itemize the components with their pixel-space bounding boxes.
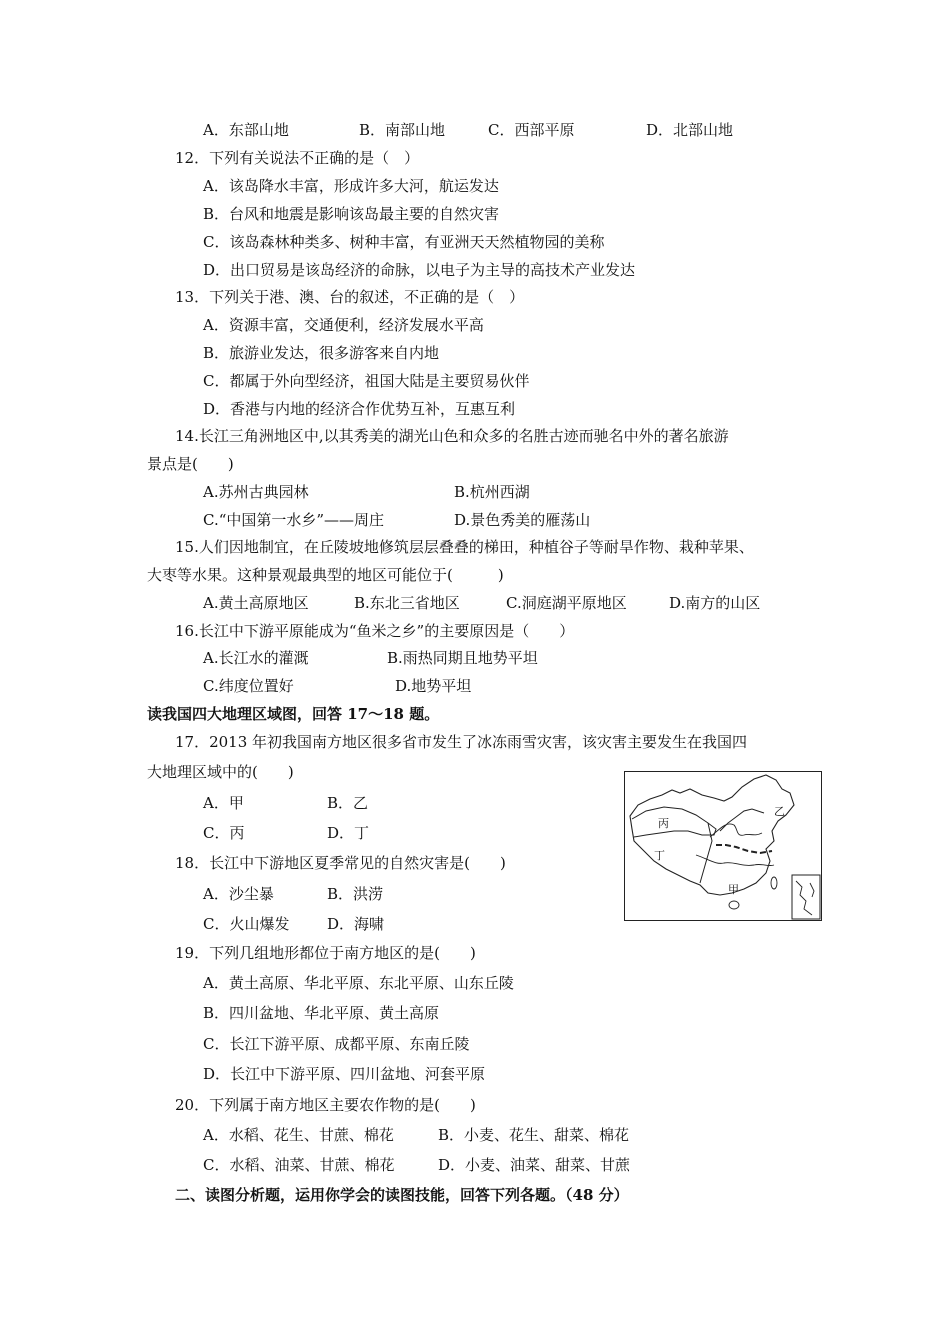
- q14-stem-line1: 14.长江三角洲地区中,以其秀美的湖光山色和众多的名胜古迹而驰名中外的著名旅游: [175, 427, 729, 445]
- q17-option-c: C．丙: [203, 824, 245, 842]
- q17-stem-line1: 17．2013 年初我国南方地区很多省市发生了冰冻雨雪灾害，该灾害主要发生在我国四: [175, 733, 748, 751]
- q19-option-a: A．黄土高原、华北平原、东北平原、山东丘陵: [203, 974, 514, 992]
- q15-option-a: A.黄土高原地区: [203, 594, 309, 612]
- q18-option-a: A．沙尘暴: [203, 885, 274, 903]
- q13-option-d: D．香港与内地的经济合作优势互补，互惠互利: [203, 400, 516, 418]
- q16-option-b: B.雨热同期且地势平坦: [387, 649, 538, 667]
- q19-option-c: C．长江下游平原、成都平原、东南丘陵: [203, 1035, 470, 1053]
- q18-option-c: C．火山爆发: [203, 915, 290, 933]
- q14-option-d: D.景色秀美的雁荡山: [454, 511, 591, 529]
- q11-option-c: C．西部平原: [488, 121, 575, 139]
- q12-option-c: C．该岛森林种类多、树种丰富，有亚洲天天然植物园的美称: [203, 233, 605, 251]
- q12-stem: 12．下列有关说法不正确的是（ ）: [175, 149, 420, 167]
- map-intro: 读我国四大地理区域图，回答 17～18 题。: [147, 705, 440, 723]
- q15-option-c: C.洞庭湖平原地区: [506, 594, 627, 612]
- q12-option-d: D．出口贸易是该岛经济的命脉，以电子为主导的高技术产业发达: [203, 261, 636, 279]
- china-regions-map: [624, 771, 822, 921]
- q14-option-a: A.苏州古典园林: [203, 483, 309, 501]
- q13-option-a: A．资源丰富，交通便利，经济发展水平高: [203, 316, 484, 334]
- section-2-title: 二、读图分析题，运用你学会的读图技能，回答下列各题。（48 分）: [175, 1186, 629, 1204]
- map-label-bing: 丙: [658, 817, 669, 830]
- q18-option-b: B．洪涝: [327, 885, 384, 903]
- q15-stem-line2: 大枣等水果。这种景观最典型的地区可能位于( ): [147, 566, 504, 584]
- q12-option-a: A．该岛降水丰富，形成许多大河，航运发达: [203, 177, 499, 195]
- map-label-yi: 乙: [774, 805, 785, 818]
- q11-option-a: A．东部山地: [203, 121, 289, 139]
- q11-option-d: D．北部山地: [646, 121, 734, 139]
- q15-option-d: D.南方的山区: [669, 594, 761, 612]
- q20-option-a: A．水稻、花生、甘蔗、棉花: [203, 1126, 394, 1144]
- q17-stem-line2: 大地理区域中的( ): [147, 763, 294, 781]
- q16-option-a: A.长江水的灌溉: [203, 649, 309, 667]
- q16-option-c: C.纬度位置好: [203, 677, 294, 695]
- q20-stem: 20．下列属于南方地区主要农作物的是( ): [175, 1096, 476, 1114]
- q20-option-d: D．小麦、油菜、甜菜、甘蔗: [438, 1156, 631, 1174]
- q17-option-d: D．丁: [327, 824, 370, 842]
- q18-stem: 18．长江中下游地区夏季常见的自然灾害是( ): [175, 854, 506, 872]
- q20-option-b: B．小麦、花生、甜菜、棉花: [438, 1126, 630, 1144]
- q13-option-b: B．旅游业发达，很多游客来自内地: [203, 344, 440, 362]
- q16-option-d: D.地势平坦: [395, 677, 472, 695]
- map-label-ding: 丁: [654, 849, 665, 862]
- q12-option-b: B．台风和地震是影响该岛最主要的自然灾害: [203, 205, 500, 223]
- q14-option-c: C.“中国第一水乡”——周庄: [203, 511, 385, 529]
- q19-stem: 19．下列几组地形都位于南方地区的是( ): [175, 944, 476, 962]
- q14-stem-line2: 景点是( ): [147, 455, 234, 473]
- q20-option-c: C．水稻、油菜、甘蔗、棉花: [203, 1156, 395, 1174]
- q15-stem-line1: 15.人们因地制宜，在丘陵坡地修筑层层叠叠的梯田，种植谷子等耐旱作物、栽种苹果、: [175, 538, 754, 556]
- q19-option-b: B．四川盆地、华北平原、黄土高原: [203, 1004, 440, 1022]
- q17-option-a: A．甲: [203, 794, 244, 812]
- q14-option-b: B.杭州西湖: [454, 483, 530, 501]
- q15-option-b: B.东北三省地区: [354, 594, 460, 612]
- q17-option-b: B．乙: [327, 794, 369, 812]
- q13-stem: 13．下列关于港、澳、台的叙述，不正确的是（ ）: [175, 288, 525, 306]
- q19-option-d: D．长江中下游平原、四川盆地、河套平原: [203, 1065, 486, 1083]
- q18-option-d: D．海啸: [327, 915, 385, 933]
- map-label-jia: 甲: [728, 883, 739, 896]
- q13-option-c: C．都属于外向型经济，祖国大陆是主要贸易伙伴: [203, 372, 530, 390]
- q16-stem: 16.长江中下游平原能成为“鱼米之乡”的主要原因是（ ）: [175, 622, 575, 640]
- q11-option-b: B．南部山地: [359, 121, 446, 139]
